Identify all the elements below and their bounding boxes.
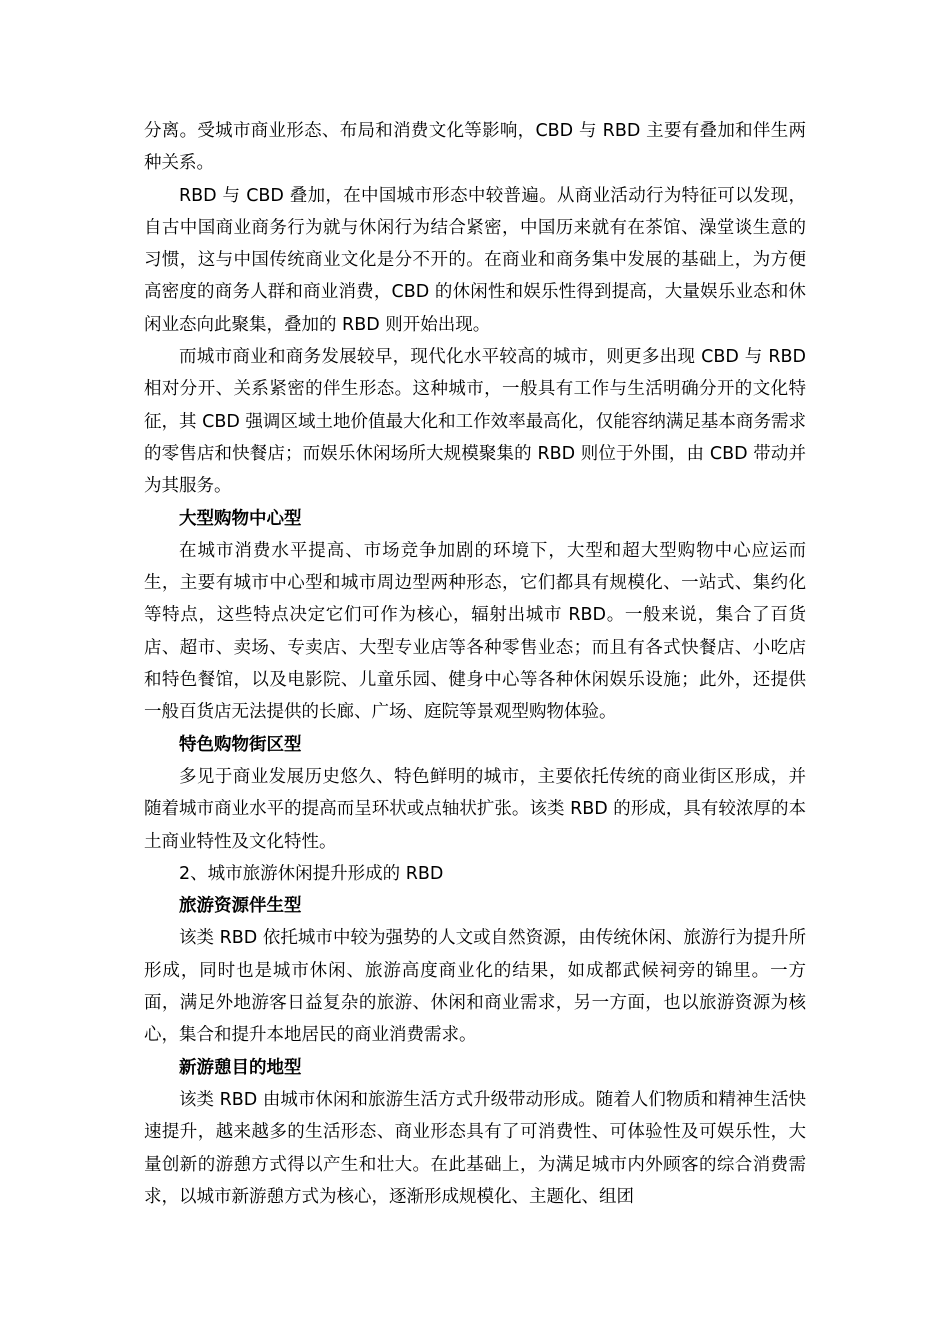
section-heading: 大型购物中心型	[179, 508, 302, 529]
document-body	[144, 115, 806, 1213]
body-paragraph: 在城市消费水平提高、市场竞争加剧的环境下，大型和超大型购物中心应运而生，主要有城市中心型和城市周边型两种形态，它们都具有规模化、一站式、集约化等特点，这些特点决定它们可作为核心，辐射出城市 RBD。一般来说，集合了百货店、超市、卖场、专卖店、大型专业店等各种零售业态；而且有各式快餐店、小吃店和特色餐馆，以及电影院、儿童乐园、健身中心等各种休闲娱乐设施；此外，还提供一般百货店无法提供的长廊、广场、庭院等景观型购物体验。	[144, 540, 806, 723]
numbered-heading: 2、城市旅游休闲提升形成的 RBD	[179, 863, 444, 884]
section-heading: 旅游资源伴生型	[179, 896, 302, 917]
body-paragraph: 该类 RBD 依托城市中较为强势的人文或自然资源，由传统休闲、旅游行为提升所形成，同时也是城市休闲、旅游高度商业化的结果，如成都武候祠旁的锦里。一方面，满足外地游客日益复杂的旅游、休闲和商业需求，另一方面，也以旅游资源为核心，集合和提升本地居民的商业消费需求。	[144, 928, 806, 1046]
body-paragraph: 该类 RBD 由城市休闲和旅游生活方式升级带动形成。随着人们物质和精神生活快速提升，越来越多的生活形态、商业形态具有了可消费性、可体验性及可娱乐性，大量创新的游憩方式得以产生和壮大。在此基础上，为满足城市内外顾客的综合消费需求，以城市新游憩方式为核心，逐渐形成规模化、主题化、组团	[144, 1089, 806, 1207]
body-paragraph: 分离。受城市商业形态、布局和消费文化等影响，CBD 与 RBD 主要有叠加和伴生两种关系。	[144, 121, 806, 174]
body-paragraph: 而城市商业和商务发展较早，现代化水平较高的城市，则更多出现 CBD 与 RBD 相对分开、关系紧密的伴生形态。这种城市，一般具有工作与生活明确分开的文化特征，其 CBD 强调区域土地价值最大化和工作效率最高化，仅能容纳满足基本商务需求的零售店和快餐店；而娱乐休闲场所大规模聚集的 RBD 则位于外围，由 CBD 带动并为其服务。	[144, 347, 806, 497]
section-heading: 新游憩目的地型	[179, 1057, 302, 1078]
body-paragraph: RBD 与 CBD 叠加，在中国城市形态中较普遍。从商业活动行为特征可以发现，自古中国商业商务行为就与休闲行为结合紧密，中国历来就有在茶馆、澡堂谈生意的习惯，这与中国传统商业文化是分不开的。在商业和商务集中发展的基础上，为方便高密度的商务人群和商业消费，CBD 的休闲性和娱乐性得到提高，大量娱乐业态和休闲业态向此聚集，叠加的 RBD 则开始出现。	[144, 185, 806, 335]
body-paragraph: 多见于商业发展历史悠久、特色鲜明的城市，主要依托传统的商业街区形成，并随着城市商业水平的提高而呈环状或点轴状扩张。该类 RBD 的形成，具有较浓厚的本土商业特性及文化特性。	[144, 766, 806, 852]
section-heading: 特色购物街区型	[179, 734, 302, 755]
